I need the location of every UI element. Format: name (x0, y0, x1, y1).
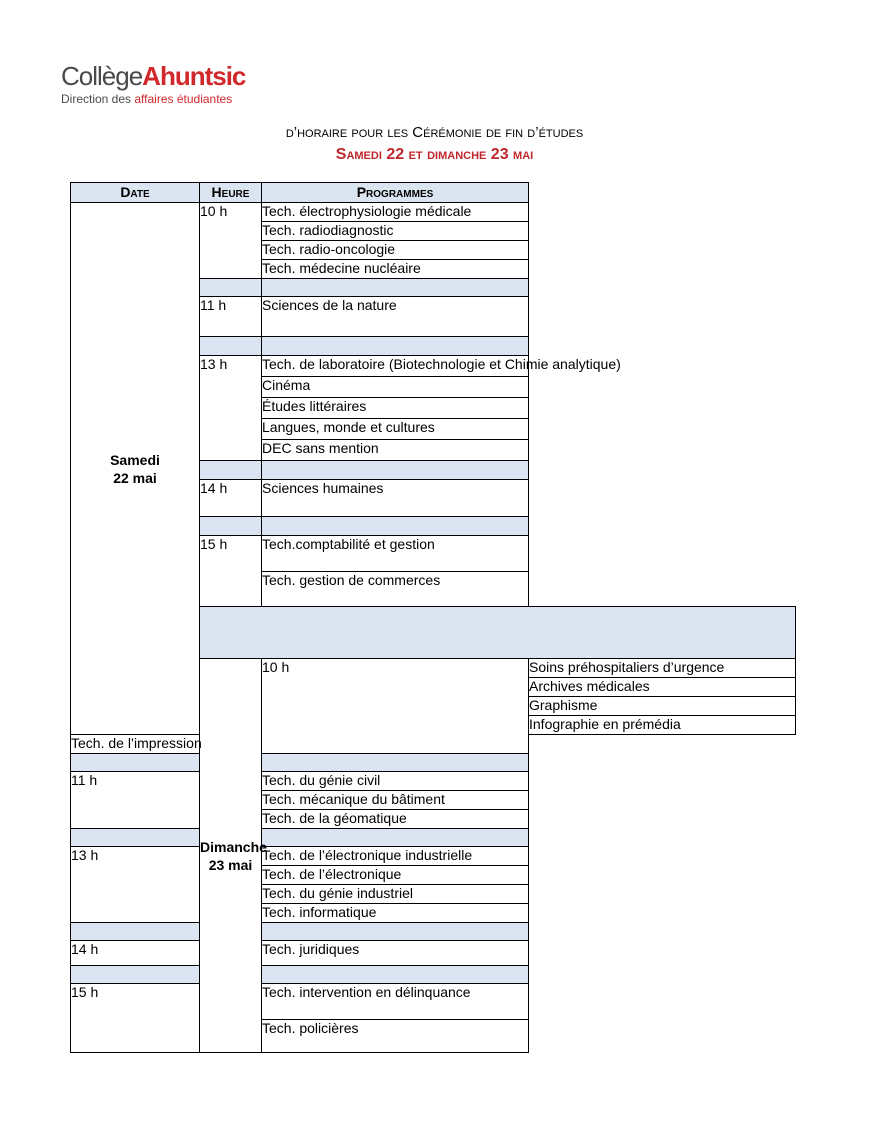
logo-name: CollègeAhuntsic (61, 61, 246, 91)
program-cell: Tech. juridiques (262, 941, 529, 966)
program-cell: Études littéraires (262, 398, 529, 419)
date-cell-sunday: Dimanche 23 mai (200, 659, 262, 1053)
header-date: Date (71, 183, 200, 203)
program-cell: Langues, monde et cultures (262, 419, 529, 440)
program-cell: Archives médicales (529, 678, 796, 697)
logo-subtitle: Direction des affaires étudiantes (61, 92, 233, 106)
program-cell: Tech. du génie industriel (262, 885, 529, 904)
hour-cell: 10 h (262, 659, 529, 754)
hour-cell: 11 h (71, 772, 200, 829)
title-line-2: Samedi 22 et dimanche 23 mai (335, 146, 534, 163)
spacer-row (71, 829, 796, 847)
hour-cell: 15 h (71, 984, 200, 1053)
program-cell: Soins préhospitaliers d’urgence (529, 659, 796, 678)
program-cell: Sciences de la nature (262, 297, 529, 337)
table-row (71, 984, 796, 1020)
program-cell: Infographie en prémédia (529, 716, 796, 735)
hour-cell: 15 h (200, 536, 262, 607)
hour-cell: 14 h (71, 941, 200, 966)
program-cell: Tech. mécanique du bâtiment (262, 791, 529, 810)
program-cell: Tech. du génie civil (262, 772, 529, 791)
program-cell: Tech. radiodiagnostic (262, 222, 529, 241)
program-cell: Tech. de l’impression (71, 735, 200, 754)
schedule-table (70, 182, 796, 1053)
program-cell: Graphisme (529, 697, 796, 716)
program-cell: Tech. de la géomatique (262, 810, 529, 829)
date-cell-saturday: Samedi 22 mai (71, 203, 200, 735)
document-title (0, 124, 869, 165)
program-cell: Tech. de laboratoire (Biotechnologie et Chimie analytique) (262, 356, 529, 377)
hour-cell: 10 h (200, 203, 262, 279)
spacer-row (71, 754, 796, 772)
program-cell: Cinéma (262, 377, 529, 398)
title-line-1: d’horaire pour les Cérémonie de fin d’études (285, 124, 584, 141)
table-row (71, 941, 796, 966)
hour-cell: 11 h (200, 297, 262, 337)
table-row (71, 203, 796, 222)
header-row (71, 183, 796, 203)
program-cell: Tech. de l’électronique industrielle (262, 847, 529, 866)
program-cell: Tech. intervention en délinquance (262, 984, 529, 1020)
hour-cell: 14 h (200, 480, 262, 517)
program-cell: Tech. radio-oncologie (262, 241, 529, 260)
program-cell: Tech. policières (262, 1020, 529, 1053)
program-cell: Tech.comptabilité et gestion (262, 536, 529, 572)
college-logo (61, 62, 245, 106)
program-cell: Tech. informatique (262, 904, 529, 923)
spacer-row (71, 966, 796, 984)
program-cell: Tech. médecine nucléaire (262, 260, 529, 279)
program-cell: Tech. électrophysiologie médicale (262, 203, 529, 222)
program-cell: Tech. de l’électronique (262, 866, 529, 885)
program-cell: Tech. gestion de commerces (262, 572, 529, 607)
hour-cell: 13 h (200, 356, 262, 461)
spacer-row (71, 923, 796, 941)
program-cell: Sciences humaines (262, 480, 529, 517)
program-cell: DEC sans mention (262, 440, 529, 461)
hour-cell: 13 h (71, 847, 200, 923)
table-row (71, 847, 796, 866)
header-programs: Programmes (262, 183, 529, 203)
table-row (71, 772, 796, 791)
header-hour: Heure (200, 183, 262, 203)
